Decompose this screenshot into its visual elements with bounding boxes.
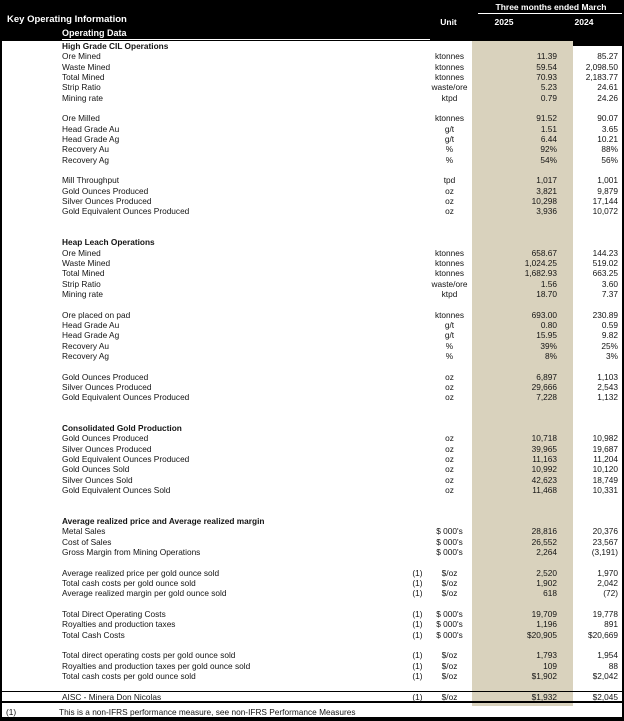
value-2025-cell: 0.79 xyxy=(540,92,557,103)
value-2024-cell: $2,045 xyxy=(592,691,618,702)
row-label: Head Grade Au xyxy=(62,123,120,134)
value-2025-cell: $1,902 xyxy=(531,671,557,682)
spacer-row xyxy=(2,217,622,227)
value-2024-cell: 2,543 xyxy=(597,381,618,392)
value-2025-cell: 18.70 xyxy=(536,288,557,299)
table-header xyxy=(2,0,622,41)
value-2024-cell: 1,001 xyxy=(597,175,618,186)
value-2024-cell: 10,982 xyxy=(592,433,618,444)
value-2025-cell: 1,793 xyxy=(536,650,557,661)
value-2025-cell: 6.44 xyxy=(540,133,557,144)
table-row xyxy=(2,372,622,382)
value-2024-cell: 11,204 xyxy=(593,454,618,465)
row-label: Cost of Sales xyxy=(62,536,112,547)
footnote-ref-cell: (1) xyxy=(412,650,423,661)
row-label: Mining rate xyxy=(62,288,104,299)
value-2025-cell: 7,228 xyxy=(536,392,557,403)
value-2025-cell: 1.51 xyxy=(540,123,557,134)
value-2024-cell: $20,669 xyxy=(588,629,618,640)
table-row xyxy=(2,526,622,536)
row-label: Recovery Au xyxy=(62,144,110,155)
unit-cell: % xyxy=(445,340,454,351)
unit-cell: ktonnes xyxy=(434,51,465,62)
unit-cell: waste/ore xyxy=(431,278,468,289)
value-2025-cell: 10,992 xyxy=(531,464,557,475)
footnote-ref-cell: (1) xyxy=(412,578,423,589)
value-2024-cell: 891 xyxy=(604,619,618,630)
row-label: Average realized margin per gold ounce sold xyxy=(62,588,227,599)
value-2025-cell: 10,718 xyxy=(531,433,557,444)
table-row xyxy=(2,341,622,351)
value-2025-cell: 5.23 xyxy=(540,82,557,93)
value-2024-cell: 25% xyxy=(601,340,618,351)
value-2024-cell: 2,042 xyxy=(597,578,618,589)
unit-cell: oz xyxy=(445,371,454,382)
value-2025-cell: 658.67 xyxy=(531,247,557,258)
row-label: Strip Ratio xyxy=(62,278,101,289)
unit-cell: ktpd xyxy=(441,92,458,103)
value-2025-cell: 39% xyxy=(540,340,557,351)
value-2025-cell: 42,623 xyxy=(531,474,557,485)
unit-cell: $ 000's xyxy=(436,609,463,620)
table-row xyxy=(2,351,622,361)
unit-cell: oz xyxy=(445,433,454,444)
value-2025-cell: 15.95 xyxy=(536,330,557,341)
value-2024-cell: 85.27 xyxy=(597,51,618,62)
table-row xyxy=(2,93,622,103)
value-2024-cell: 519.02 xyxy=(592,257,618,268)
value-2024-cell: 1,132 xyxy=(597,392,618,403)
row-label: Metal Sales xyxy=(62,526,106,537)
table-row xyxy=(2,268,622,278)
footnote-ref-cell: (1) xyxy=(412,660,423,671)
table-row xyxy=(2,186,622,196)
footnote-text: This is a non-IFRS performance measure, see non-IFRS Performance Measures xyxy=(59,706,356,717)
unit-cell: $ 000's xyxy=(436,629,463,640)
spacer-row xyxy=(2,361,622,371)
row-label: AISC - Minera Don Nicolas xyxy=(62,691,162,702)
unit-cell: ktpd xyxy=(441,288,458,299)
row-label: Ore placed on pad xyxy=(62,309,131,320)
spacer-row xyxy=(2,506,622,516)
operating-data-subtitle: Operating Data xyxy=(62,28,430,40)
unit-cell: $/oz xyxy=(441,691,458,702)
spacer-row xyxy=(2,299,622,309)
row-label: Silver Ounces Produced xyxy=(62,195,152,206)
row-label: Total cash costs per gold ounce sold xyxy=(62,671,196,682)
section-title: Consolidated Gold Production xyxy=(62,423,182,434)
header-step-edge xyxy=(573,41,622,46)
row-label: Silver Ounces Produced xyxy=(62,381,152,392)
spacer-row xyxy=(2,413,622,423)
spacer-row xyxy=(2,495,622,505)
unit-cell: oz xyxy=(445,443,454,454)
unit-cell: $ 000's xyxy=(436,547,463,558)
page-title: Key Operating Information xyxy=(7,14,127,25)
row-label: Mining rate xyxy=(62,92,104,103)
row-label: Gold Equivalent Ounces Produced xyxy=(62,206,190,217)
column-header-2024: 2024 xyxy=(574,17,594,27)
value-2025-cell: 6,897 xyxy=(536,371,557,382)
unit-cell: $/oz xyxy=(441,671,458,682)
unit-cell: oz xyxy=(445,195,454,206)
value-2024-cell: 90.07 xyxy=(597,113,618,124)
value-2024-cell: 7.37 xyxy=(601,288,618,299)
unit-cell: % xyxy=(445,144,454,155)
value-2025-cell: $20,905 xyxy=(527,629,557,640)
table-row xyxy=(2,62,622,72)
value-2024-cell: 0.59 xyxy=(601,319,618,330)
row-label: Gold Equivalent Ounces Produced xyxy=(62,392,190,403)
row-label: Total Direct Operating Costs xyxy=(62,609,166,620)
table-row xyxy=(2,206,622,216)
table-row xyxy=(2,289,622,299)
unit-cell: oz xyxy=(445,464,454,475)
footnote-ref-cell: (1) xyxy=(412,567,423,578)
unit-cell: % xyxy=(445,350,454,361)
unit-cell: oz xyxy=(445,454,454,465)
value-2024-cell: 88 xyxy=(608,660,618,671)
unit-cell: ktonnes xyxy=(434,247,465,258)
value-2025-cell: 1,196 xyxy=(536,619,557,630)
value-2024-cell: 17,144 xyxy=(592,195,618,206)
row-label: Total Mined xyxy=(62,71,105,82)
row-label: Recovery Au xyxy=(62,340,110,351)
value-2024-cell: 9,879 xyxy=(597,185,618,196)
unit-cell: ktonnes xyxy=(434,268,465,279)
table-row xyxy=(2,661,622,671)
value-2024-cell: (3,191) xyxy=(591,547,618,558)
table-row xyxy=(2,464,622,474)
row-label: Total Cash Costs xyxy=(62,629,125,640)
value-2024-cell: 10,120 xyxy=(592,464,618,475)
value-2025-cell: 29,666 xyxy=(531,381,557,392)
table-row xyxy=(2,144,622,154)
value-2025-cell: 0.80 xyxy=(540,319,557,330)
unit-cell: oz xyxy=(445,485,454,496)
row-label: Silver Ounces Sold xyxy=(62,474,133,485)
row-label: Gold Ounces Sold xyxy=(62,464,130,475)
value-2024-cell: 9.82 xyxy=(601,330,618,341)
section-title-row xyxy=(2,516,622,526)
unit-cell: g/t xyxy=(444,330,455,341)
table-row xyxy=(2,72,622,82)
row-label: Royalties and production taxes per gold ounce sold xyxy=(62,660,251,671)
value-2024-cell: 23,567 xyxy=(592,536,618,547)
value-2025-cell: 11.39 xyxy=(536,51,557,62)
row-label: Total Mined xyxy=(62,268,105,279)
footnote-ref-cell: (1) xyxy=(412,609,423,620)
table-row xyxy=(2,175,622,185)
value-2025-cell: 1,017 xyxy=(536,175,557,186)
spacer-row xyxy=(2,557,622,567)
value-2025-cell: 1,682.93 xyxy=(524,268,557,279)
value-2024-cell: 2,098.50 xyxy=(585,61,618,72)
value-2025-cell: 91.52 xyxy=(536,113,557,124)
row-label: Ore Mined xyxy=(62,51,101,62)
row-label: Waste Mined xyxy=(62,61,111,72)
row-label: Ore Mined xyxy=(62,247,101,258)
value-2024-cell: 24.61 xyxy=(597,82,618,93)
value-2024-cell: 1,970 xyxy=(597,567,618,578)
value-2025-cell: 39,965 xyxy=(531,443,557,454)
section-title-row xyxy=(2,237,622,247)
footnote-ref-cell: (1) xyxy=(412,588,423,599)
row-label: Gold Ounces Produced xyxy=(62,371,149,382)
footnote-ref-cell: (1) xyxy=(412,629,423,640)
aisc-total-row xyxy=(2,691,622,703)
table-row xyxy=(2,134,622,144)
column-header-2025: 2025 xyxy=(494,17,514,27)
section-title-row xyxy=(2,423,622,433)
table-row xyxy=(2,537,622,547)
row-label: Recovery Ag xyxy=(62,154,110,165)
value-2024-cell: 663.25 xyxy=(592,268,618,279)
table-row xyxy=(2,619,622,629)
spacer-row xyxy=(2,599,622,609)
table-row xyxy=(2,454,622,464)
table-row xyxy=(2,578,622,588)
value-2025-cell: 28,816 xyxy=(531,526,557,537)
table-row xyxy=(2,609,622,619)
section-title: Heap Leach Operations xyxy=(62,237,155,248)
row-label: Gold Ounces Produced xyxy=(62,185,149,196)
value-2025-cell: 54% xyxy=(540,154,557,165)
value-2024-cell: 1,954 xyxy=(597,650,618,661)
table-body xyxy=(2,41,622,681)
unit-cell: $ 000's xyxy=(436,619,463,630)
value-2024-cell: 88% xyxy=(601,144,618,155)
value-2025-cell: 8% xyxy=(545,350,557,361)
table-row xyxy=(2,124,622,134)
unit-cell: $/oz xyxy=(441,578,458,589)
table-row xyxy=(2,568,622,578)
value-2025-cell: 1,902 xyxy=(536,578,557,589)
value-2025-cell: 109 xyxy=(543,660,557,671)
value-2025-cell: 26,552 xyxy=(531,536,557,547)
row-label: Mill Throughput xyxy=(62,175,120,186)
value-2024-cell: 10,072 xyxy=(592,206,618,217)
value-2024-cell: 20,376 xyxy=(592,526,618,537)
table-row xyxy=(2,320,622,330)
value-2025-cell: $1,932 xyxy=(531,691,557,702)
value-2024-cell: 3.60 xyxy=(601,278,618,289)
value-2025-cell: 1.56 xyxy=(540,278,557,289)
value-2025-cell: 11,468 xyxy=(532,485,557,496)
value-2025-cell: 19,709 xyxy=(531,609,557,620)
unit-cell: oz xyxy=(445,206,454,217)
unit-column-header: Unit xyxy=(440,17,457,27)
table-row xyxy=(2,444,622,454)
unit-cell: oz xyxy=(445,185,454,196)
table-row xyxy=(2,155,622,165)
table-row xyxy=(2,51,622,61)
row-label: Head Grade Ag xyxy=(62,133,120,144)
row-label: Waste Mined xyxy=(62,257,111,268)
value-2025-cell: 92% xyxy=(540,144,557,155)
value-2025-cell: 2,520 xyxy=(536,567,557,578)
value-2024-cell: 18,749 xyxy=(592,474,618,485)
row-label: Gross Margin from Mining Operations xyxy=(62,547,201,558)
row-label: Head Grade Au xyxy=(62,319,120,330)
unit-cell: $/oz xyxy=(441,650,458,661)
footnote-ref-cell: (1) xyxy=(412,619,423,630)
footnote xyxy=(2,706,622,717)
table-row xyxy=(2,547,622,557)
unit-cell: g/t xyxy=(444,123,455,134)
row-label: Total cash costs per gold ounce sold xyxy=(62,578,196,589)
value-2024-cell: $2,042 xyxy=(592,671,618,682)
table-row xyxy=(2,382,622,392)
table-row xyxy=(2,279,622,289)
table-row xyxy=(2,588,622,598)
unit-cell: ktonnes xyxy=(434,61,465,72)
unit-cell: ktonnes xyxy=(434,113,465,124)
table-row xyxy=(2,113,622,123)
spacer-row xyxy=(2,402,622,412)
unit-cell: ktonnes xyxy=(434,257,465,268)
unit-cell: g/t xyxy=(444,133,455,144)
spacer-row xyxy=(2,165,622,175)
section-title: High Grade CIL Operations xyxy=(62,41,169,51)
row-label: Head Grade Ag xyxy=(62,330,120,341)
table-row xyxy=(2,392,622,402)
unit-cell: oz xyxy=(445,392,454,403)
row-label: Average realized price per gold ounce sold xyxy=(62,567,220,578)
unit-cell: ktonnes xyxy=(434,309,465,320)
unit-cell: % xyxy=(445,154,454,165)
unit-cell: $ 000's xyxy=(436,526,463,537)
table-row xyxy=(2,196,622,206)
value-2025-cell: 1,024.25 xyxy=(524,257,557,268)
unit-cell: oz xyxy=(445,381,454,392)
unit-cell: g/t xyxy=(444,319,455,330)
value-2025-cell: 70.93 xyxy=(536,71,557,82)
spacer-row xyxy=(2,640,622,650)
row-label: Gold Ounces Produced xyxy=(62,433,149,444)
table-row xyxy=(2,630,622,640)
table-row xyxy=(2,650,622,660)
value-2025-cell: 3,936 xyxy=(536,206,557,217)
period-label: Three months ended March xyxy=(478,2,624,14)
unit-cell: $/oz xyxy=(441,567,458,578)
table-row xyxy=(2,485,622,495)
section-title-row xyxy=(2,41,622,51)
value-2025-cell: 11,163 xyxy=(532,454,557,465)
value-2025-cell: 59.54 xyxy=(536,61,557,72)
value-2025-cell: 618 xyxy=(543,588,557,599)
value-2024-cell: 10.21 xyxy=(597,133,618,144)
value-2024-cell: 19,687 xyxy=(592,443,618,454)
row-label: Gold Equivalent Ounces Sold xyxy=(62,485,171,496)
row-label: Gold Equivalent Ounces Produced xyxy=(62,454,190,465)
value-2025-cell: 3,821 xyxy=(536,185,557,196)
table-row xyxy=(2,475,622,485)
table-row xyxy=(2,248,622,258)
unit-cell: waste/ore xyxy=(431,82,468,93)
footnote-ref-cell: (1) xyxy=(412,671,423,682)
unit-cell: ktonnes xyxy=(434,71,465,82)
value-2024-cell: 56% xyxy=(601,154,618,165)
value-2025-cell: 10,298 xyxy=(531,195,557,206)
table-row xyxy=(2,671,622,681)
unit-cell: $/oz xyxy=(441,588,458,599)
value-2024-cell: 24.26 xyxy=(597,92,618,103)
table-row xyxy=(2,258,622,268)
unit-cell: $ 000's xyxy=(436,536,463,547)
value-2025-cell: 2,264 xyxy=(536,547,557,558)
value-2024-cell: 3.65 xyxy=(601,123,618,134)
section-title: Average realized price and Average realized margin xyxy=(62,516,265,527)
spacer-row xyxy=(2,227,622,237)
value-2024-cell: 3% xyxy=(606,350,618,361)
row-label: Recovery Ag xyxy=(62,350,110,361)
value-2024-cell: 1,103 xyxy=(597,371,618,382)
value-2024-cell: 144.23 xyxy=(592,247,618,258)
value-2024-cell: 19,778 xyxy=(592,609,618,620)
unit-cell: $/oz xyxy=(441,660,458,671)
footnote-marker: (1) xyxy=(6,706,17,717)
value-2024-cell: 230.89 xyxy=(592,309,618,320)
row-label: Silver Ounces Produced xyxy=(62,443,152,454)
row-label: Ore Milled xyxy=(62,113,100,124)
row-label: Total direct operating costs per gold ounce sold xyxy=(62,650,236,661)
value-2025-cell: 693.00 xyxy=(531,309,557,320)
table-row xyxy=(2,330,622,340)
unit-cell: tpd xyxy=(443,175,456,186)
row-label: Strip Ratio xyxy=(62,82,101,93)
spacer-row xyxy=(2,103,622,113)
value-2024-cell: (72) xyxy=(603,588,618,599)
unit-cell: oz xyxy=(445,474,454,485)
value-2024-cell: 10,331 xyxy=(592,485,618,496)
value-2024-cell: 2,183.77 xyxy=(585,71,618,82)
table-row xyxy=(2,433,622,443)
row-label: Royalties and production taxes xyxy=(62,619,176,630)
table-row xyxy=(2,310,622,320)
footnote-ref-cell: (1) xyxy=(412,691,423,702)
table-row xyxy=(2,82,622,92)
